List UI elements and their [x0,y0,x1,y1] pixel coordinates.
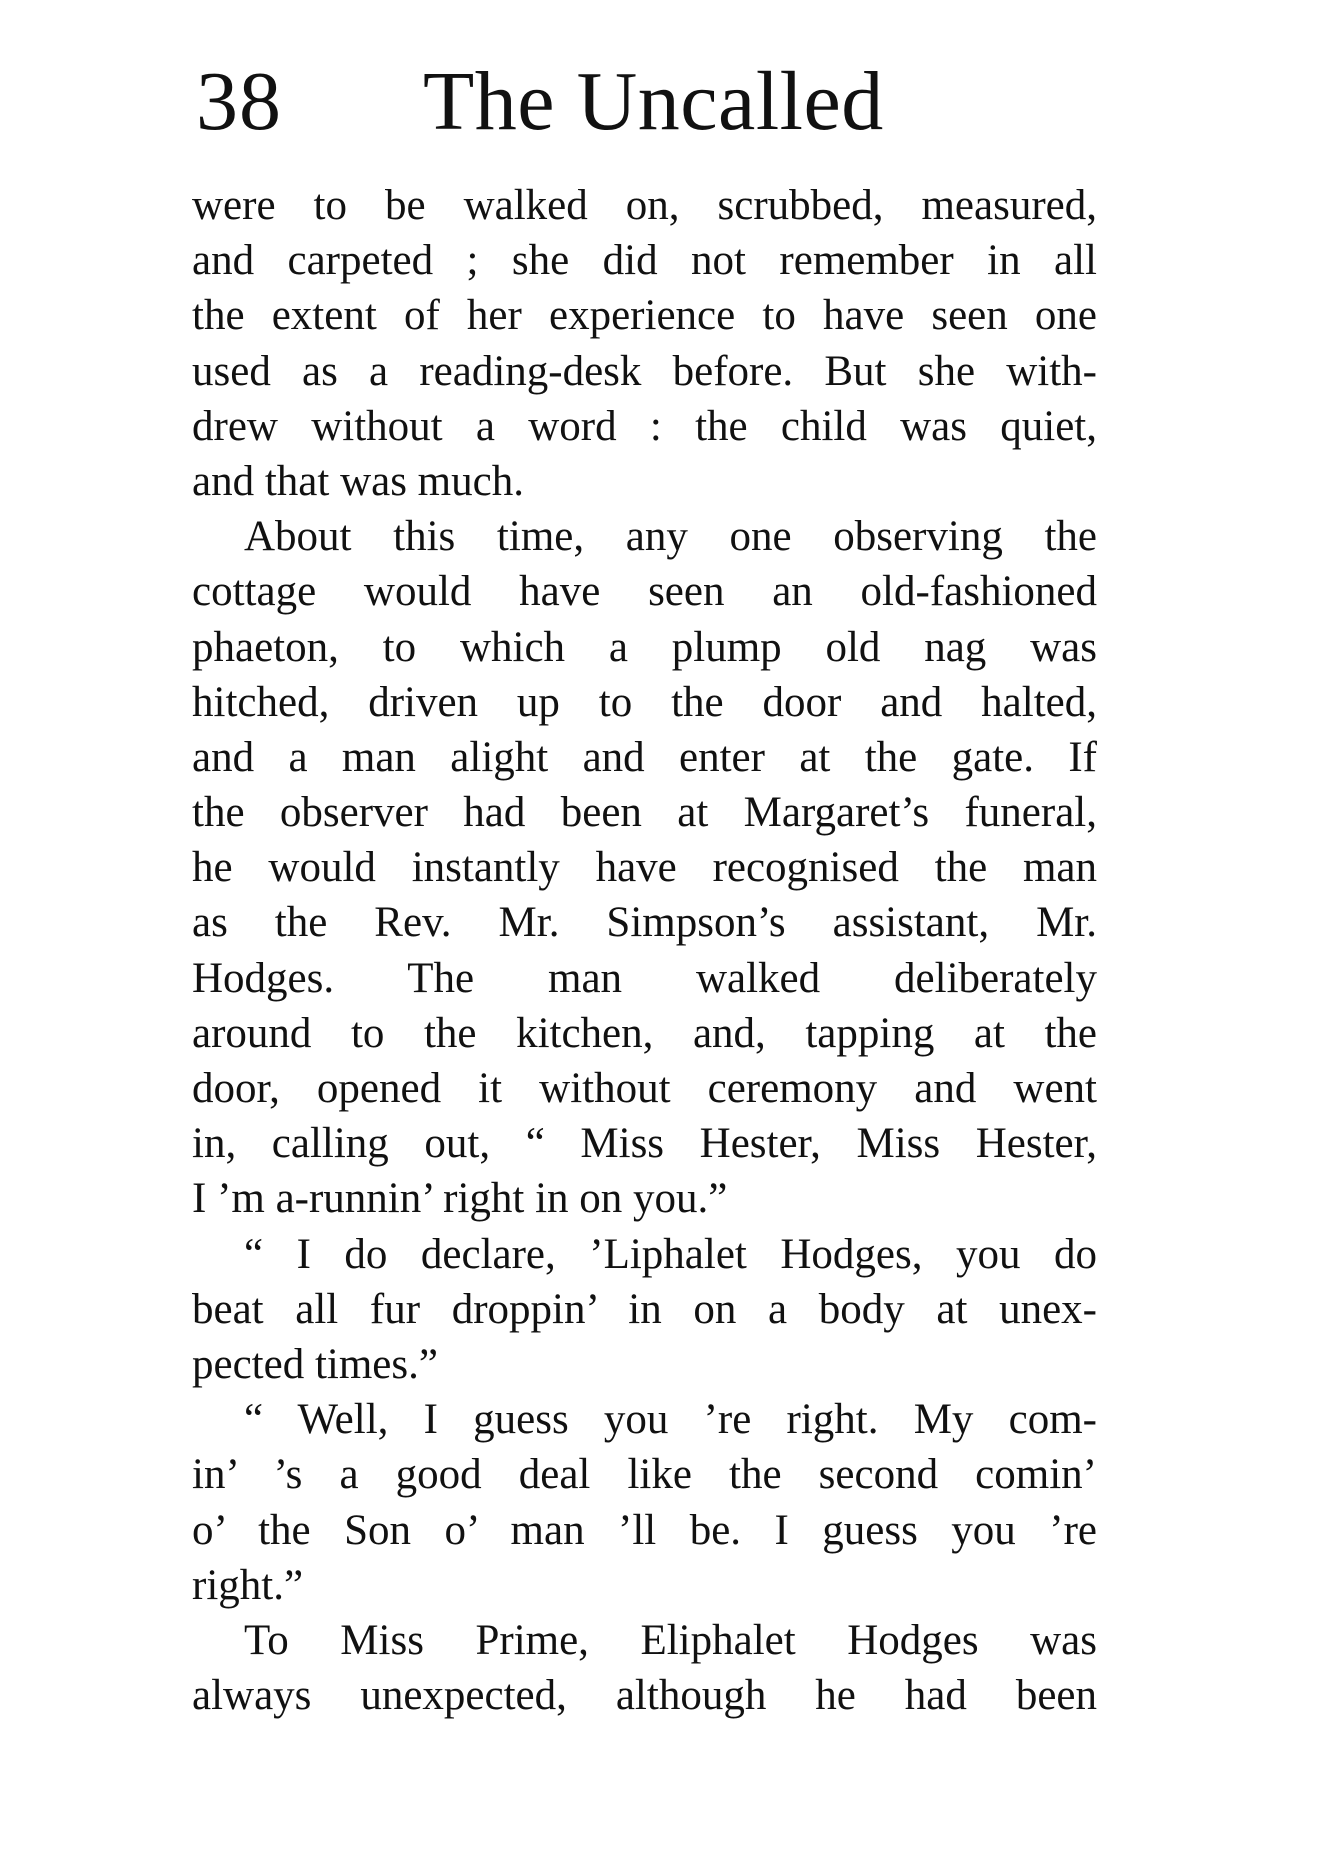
text-line: hitched, driven up to the door and halted, [192,678,1097,726]
text-line: and a man alight and enter at the gate. If [192,733,1097,781]
text-line: used as a reading-desk before. But she with- [192,347,1097,395]
page-number: 38 [196,55,282,148]
page-header [196,52,1096,152]
text-line: and carpeted ; she did not remember in all [192,237,1097,285]
text-line: o’ the Son o’ man ’ll be. I guess you ’re [192,1506,1097,1554]
text-line: pected times.” [192,1340,438,1388]
text-line: the extent of her experience to have seen one [192,292,1097,340]
text-line: phaeton, to which a plump old nag was [192,623,1097,671]
text-line: around to the kitchen, and, tapping at the [192,1009,1097,1057]
text-line: in, calling out, “ Miss Hester, Miss Hester, [192,1120,1097,1168]
text-line: he would instantly have recognised the man [192,844,1097,892]
text-line: To Miss Prime, Eliphalet Hodges was [244,1616,1097,1664]
text-line: and that was much. [192,457,524,505]
running-title: The Uncalled [423,55,884,148]
text-line: were to be walked on, scrubbed, measured, [192,182,1097,229]
text-line: always unexpected, although he had been [192,1672,1097,1720]
text-line: in’ ’s a good deal like the second comin’ [192,1451,1097,1499]
text-line: “ Well, I guess you ’re right. My com- [244,1396,1097,1444]
body-text [192,178,1097,1723]
text-line: “ I do declare, ’Liphalet Hodges, you do [244,1230,1097,1278]
text-line: as the Rev. Mr. Simpson’s assistant, Mr. [192,899,1097,947]
text-line: drew without a word : the child was quiet, [192,402,1097,450]
text-line: beat all fur droppin’ in on a body at unex- [192,1285,1097,1333]
text-line: the observer had been at Margaret’s funeral, [192,789,1097,837]
text-line: cottage would have seen an old-fashioned [192,568,1097,616]
text-line: right.” [192,1561,304,1609]
text-line: Hodges. The man walked deliberately [192,954,1097,1002]
text-line: About this time, any one observing the [244,513,1097,561]
text-line: I ’m a-runnin’ right in on you.” [192,1175,728,1223]
text-line: door, opened it without ceremony and went [192,1065,1097,1112]
